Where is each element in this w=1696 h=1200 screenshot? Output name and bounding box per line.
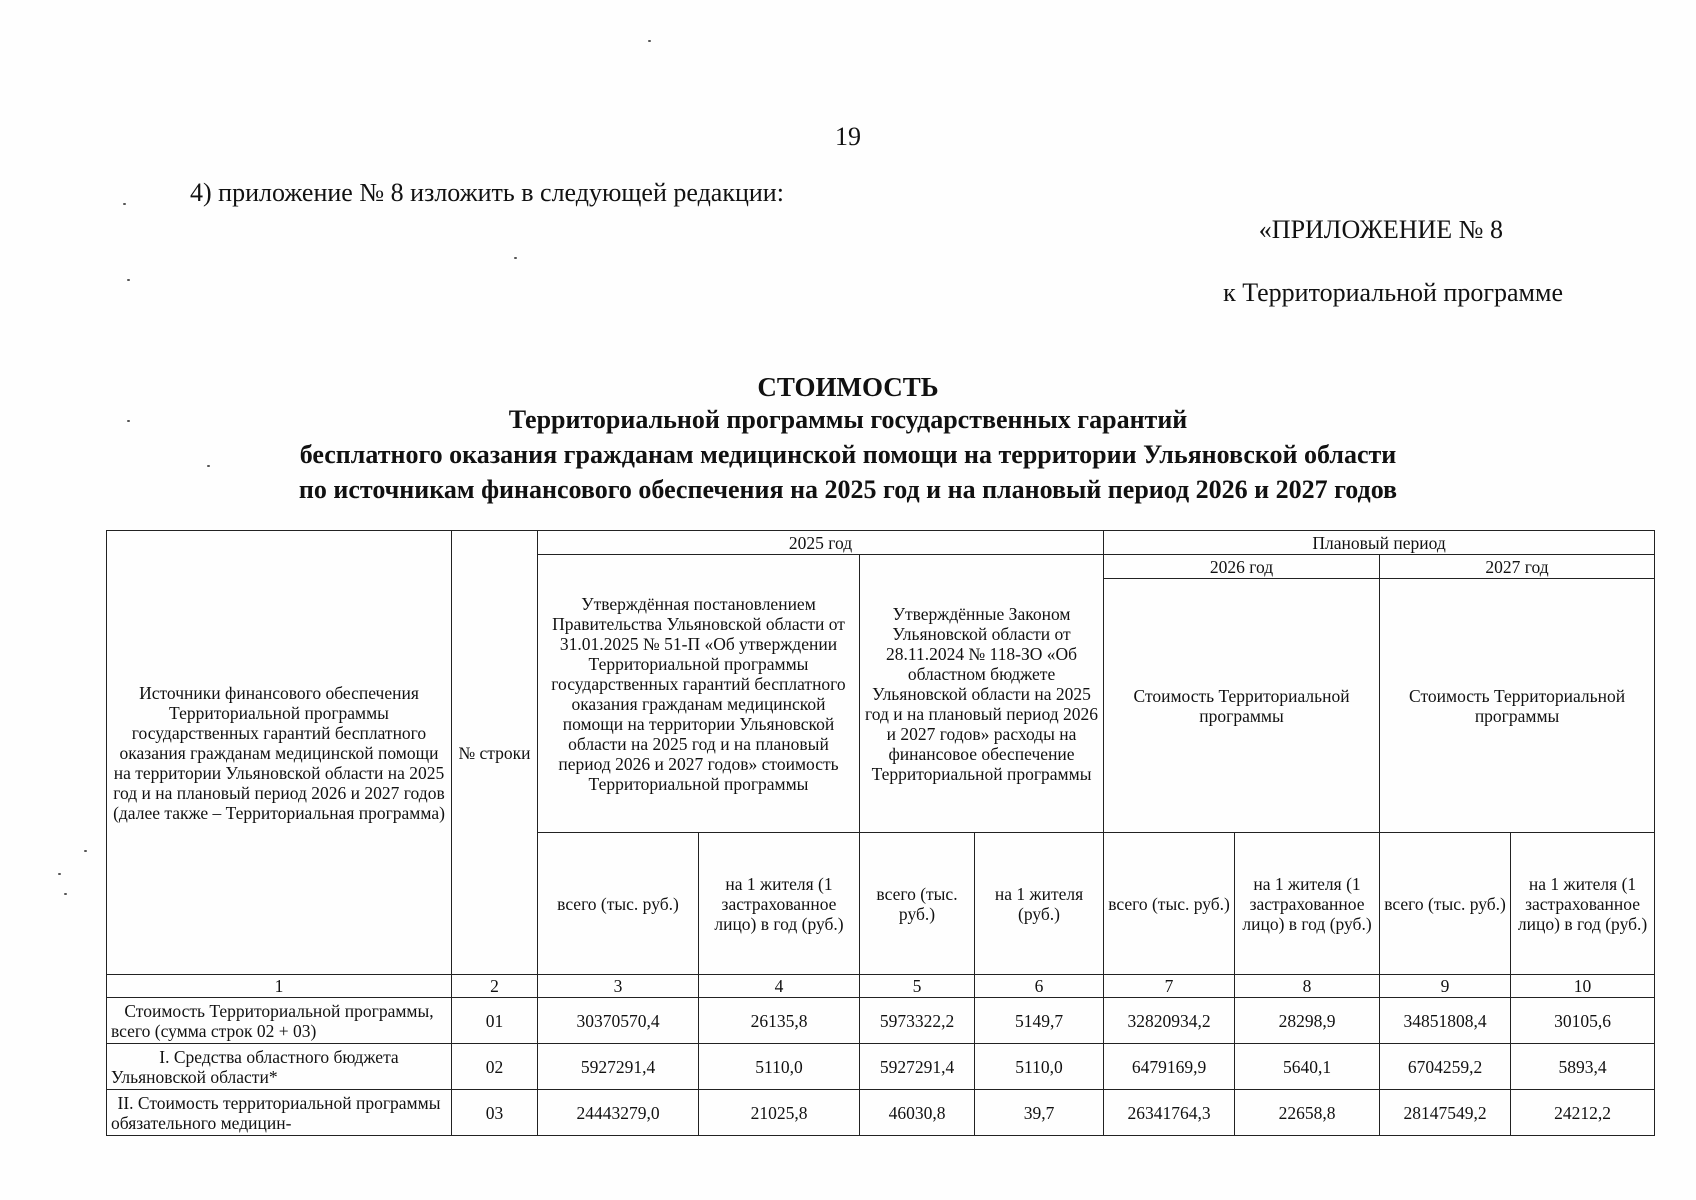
scan-speck bbox=[127, 279, 130, 281]
cell-value: 6479169,9 bbox=[1104, 1044, 1235, 1090]
header-row-years bbox=[107, 531, 1655, 555]
column-number: 2 bbox=[452, 975, 538, 998]
row-label: I. Средства областного бюджета Ульяновской области* bbox=[107, 1044, 452, 1090]
header-total-2026: всего (тыс. руб.) bbox=[1104, 833, 1235, 975]
cell-value: 5927291,4 bbox=[860, 1044, 975, 1090]
cell-value: 5893,4 bbox=[1511, 1044, 1655, 1090]
header-per-insured-2027: на 1 жителя (1 застрахованное лицо) в год (руб.) bbox=[1511, 833, 1655, 975]
header-total-2025-gov: всего (тыс. руб.) bbox=[538, 833, 699, 975]
page-number: 19 bbox=[835, 122, 861, 151]
cell-value: 46030,8 bbox=[860, 1090, 975, 1136]
row-label: II. Стоимость территориальной программы обязательного медицин- bbox=[107, 1090, 452, 1136]
header-year-2026: 2026 год bbox=[1104, 555, 1380, 579]
header-per-insured-2025-gov: на 1 жителя (1 застрахованное лицо) в год (руб.) bbox=[699, 833, 860, 975]
header-cost-2027: Стоимость Территориальной программы bbox=[1380, 579, 1655, 833]
appendix-title: «ПРИЛОЖЕНИЕ № 8 bbox=[1258, 215, 1503, 244]
cell-value: 5640,1 bbox=[1235, 1044, 1380, 1090]
table-row bbox=[107, 1044, 1655, 1090]
header-year-2025: 2025 год bbox=[538, 531, 1104, 555]
header-planned-period: Плановый период bbox=[1104, 531, 1655, 555]
column-number: 7 bbox=[1104, 975, 1235, 998]
column-number: 9 bbox=[1380, 975, 1511, 998]
column-number-row bbox=[107, 975, 1655, 998]
cell-value: 24443279,0 bbox=[538, 1090, 699, 1136]
document-title-line-3: по источникам финансового обеспечения на 2025 год и на плановый период 2026 и 2027 годов bbox=[298, 475, 1398, 504]
cell-value: 30105,6 bbox=[1511, 998, 1655, 1044]
header-cost-2026: Стоимость Территориальной программы bbox=[1104, 579, 1380, 833]
column-number: 4 bbox=[699, 975, 860, 998]
document-title: СТОИМОСТЬ bbox=[757, 372, 939, 402]
scan-speck bbox=[58, 873, 61, 875]
header-per-resident-2025-law: на 1 жителя (руб.) bbox=[975, 833, 1104, 975]
header-total-2027: всего (тыс. руб.) bbox=[1380, 833, 1511, 975]
column-number: 8 bbox=[1235, 975, 1380, 998]
column-number: 1 bbox=[107, 975, 452, 998]
cell-value: 5149,7 bbox=[975, 998, 1104, 1044]
header-per-insured-2026: на 1 жителя (1 застрахованное лицо) в год (руб.) bbox=[1235, 833, 1380, 975]
scan-speck bbox=[123, 203, 126, 205]
cell-value: 26341764,3 bbox=[1104, 1090, 1235, 1136]
header-row-number: № строки bbox=[452, 531, 538, 975]
amendment-instruction: 4) приложение № 8 изложить в следующей редакции: bbox=[190, 178, 784, 207]
scan-speck bbox=[127, 420, 130, 422]
cell-value: 5110,0 bbox=[699, 1044, 860, 1090]
cell-value: 28298,9 bbox=[1235, 998, 1380, 1044]
cell-value: 21025,8 bbox=[699, 1090, 860, 1136]
funding-table bbox=[106, 530, 1655, 1136]
table-row bbox=[107, 1090, 1655, 1136]
cell-value: 39,7 bbox=[975, 1090, 1104, 1136]
column-number: 5 bbox=[860, 975, 975, 998]
header-total-2025-law: всего (тыс. руб.) bbox=[860, 833, 975, 975]
cell-value: 22658,8 bbox=[1235, 1090, 1380, 1136]
row-label: Стоимость Территориальной программы, всего (сумма строк 02 + 03) bbox=[107, 998, 452, 1044]
cell-value: 28147549,2 bbox=[1380, 1090, 1511, 1136]
cell-value: 5927291,4 bbox=[538, 1044, 699, 1090]
cell-value: 32820934,2 bbox=[1104, 998, 1235, 1044]
cell-value: 6704259,2 bbox=[1380, 1044, 1511, 1090]
document-title-line-2: бесплатного оказания гражданам медицинской помощи на территории Ульяновской области bbox=[299, 440, 1397, 469]
row-number: 02 bbox=[452, 1044, 538, 1090]
cell-value: 30370570,4 bbox=[538, 998, 699, 1044]
row-number: 01 bbox=[452, 998, 538, 1044]
scan-speck bbox=[84, 850, 87, 852]
header-approved-government: Утверждённая постановлением Правительства Ульяновской области от 31.01.2025 № 51-П «Об утверждении Территориальной программы государственных гарантий бесплатного оказания гражданам медицинской помощи на территории Ульяновской области на 2025 год и на плановый период 2026 и 2027 годов» стоимость Территориальной программы bbox=[538, 555, 860, 833]
column-number: 6 bbox=[975, 975, 1104, 998]
column-number: 3 bbox=[538, 975, 699, 998]
row-number: 03 bbox=[452, 1090, 538, 1136]
document-title-line-1: Территориальной программы государственных гарантий bbox=[508, 405, 1188, 434]
cell-value: 5973322,2 bbox=[860, 998, 975, 1044]
cell-value: 5110,0 bbox=[975, 1044, 1104, 1090]
scan-speck bbox=[648, 40, 651, 42]
cell-value: 26135,8 bbox=[699, 998, 860, 1044]
cell-value: 24212,2 bbox=[1511, 1090, 1655, 1136]
header-year-2027: 2027 год bbox=[1380, 555, 1655, 579]
table-row bbox=[107, 998, 1655, 1044]
column-number: 10 bbox=[1511, 975, 1655, 998]
cell-value: 34851808,4 bbox=[1380, 998, 1511, 1044]
scan-speck bbox=[64, 893, 67, 895]
scan-speck bbox=[207, 465, 210, 467]
appendix-subtitle: к Территориальной программе bbox=[1223, 278, 1563, 307]
scan-speck bbox=[514, 257, 517, 259]
header-approved-law: Утверждённые Законом Ульяновской области от 28.11.2024 № 118-ЗО «Об областном бюджете Ульяновской области на 2025 год и на плановый период 2026 и 2027 годов» расходы на финансовое обеспечение Территориальной программы bbox=[860, 555, 1104, 833]
header-source: Источники финансового обеспечения Территориальной программы государственных гарантий бесплатного оказания гражданам медицинской помощи на территории Ульяновской области на 2025 год и на плановый период 2026 и 2027 годов (далее также – Территориальная программа) bbox=[107, 531, 452, 975]
